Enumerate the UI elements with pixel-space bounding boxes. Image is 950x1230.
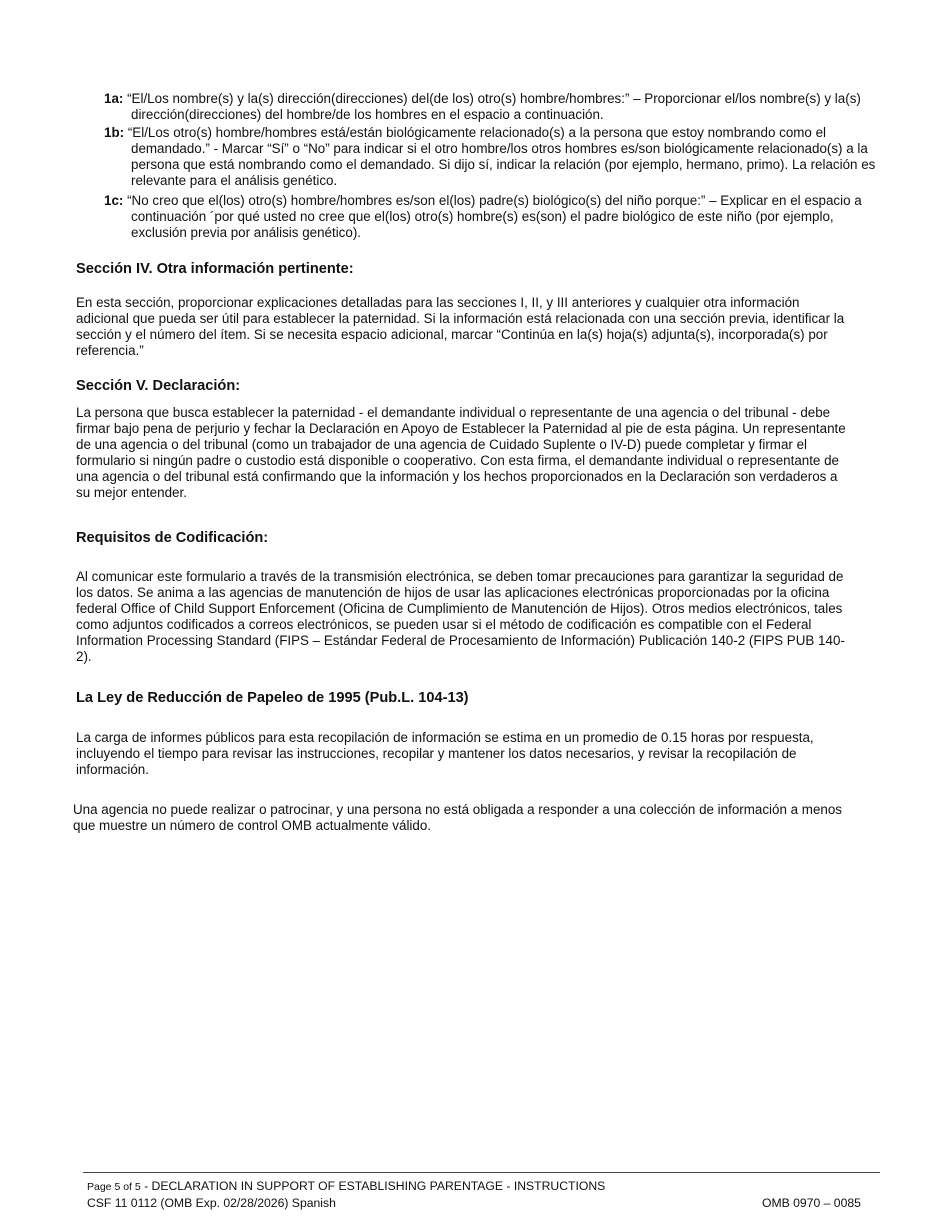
instruction-item-1a: [104, 91, 891, 123]
item-label: 1b:: [104, 125, 125, 140]
section-5-body: La persona que busca establecer la paternidad - el demandante individual o representante de una agencia o del tribunal - debe firmar bajo pena de perjurio y fechar la Declaración en Apoyo de Establecer la Paternidad al pie de esta página. Un representante de una agencia o del tribunal (como un trabajador de una agencia de Cuidado Suplente o IV-D) puede completar y firmar el formulario si ningún padre o custodio está disponible o cooperativo. Con esta firma, el demandante individual o representante de una agencia o del tribunal está confirmando que la información y los hechos proporcionados en la Declaración son verdaderos a su mejor entender.: [76, 405, 846, 500]
item-text: “No creo que el(los) otro(s) hombre/hombres es/son el(los) padre(s) biológico(s) del niño porque:” – Explicar en el espacio a continuación ´por qué usted no cree que el(los) otro(s) hombre(s) es(son) el padre biológico de este niño (por ejemplo, exclusión previa por análisis genético).: [127, 193, 862, 240]
encoding-body: Al comunicar este formulario a través de la transmisión electrónica, se deben tomar precauciones para garantizar la seguridad de los datos. Se anima a las agencias de manutención de hijos de usar las aplicaciones electrónicas proporcionadas por la oficina federal Office of Child Support Enforcement (Oficina de Cumplimiento de Manutención de Hijos). Otros medios electrónicos, tales como adjuntos codificados a correos electrónicos, se pueden usar si el método de codificación es compatible con el Federal Information Processing Standard (FIPS – Estándar Federal de Procesamiento de Información) Publicación 140-2 (FIPS PUB 140-2).: [76, 569, 845, 664]
paperwork-heading: La Ley de Reducción de Papeleo de 1995 (Pub.L. 104-13): [76, 690, 469, 706]
footer-title-line: [87, 1178, 605, 1195]
item-label: 1c:: [104, 193, 124, 208]
document-title: - DECLARATION IN SUPPORT OF ESTABLISHING PARENTAGE - INSTRUCTIONS: [140, 1179, 606, 1193]
instruction-item-1b: [104, 125, 891, 189]
footer-left: [87, 1178, 605, 1211]
page-number: Page 5 of 5: [87, 1181, 141, 1193]
paperwork-body-1: La carga de informes públicos para esta recopilación de información se estima en un promedio de 0.15 horas por respuesta, incluyendo el tiempo para revisar las instrucciones, recopilar y mantener los datos necesarios, y revisar la recopilación de información.: [76, 730, 814, 777]
omb-number: OMB 0970 – 0085: [762, 1196, 861, 1210]
section-4-heading: Sección IV. Otra información pertinente:: [76, 261, 354, 277]
section-5-heading: Sección V. Declaración:: [76, 378, 241, 394]
form-id: CSF 11 0112 (OMB Exp. 02/28/2026) Spanish: [87, 1196, 336, 1210]
encoding-heading: Requisitos de Codificación:: [76, 530, 269, 546]
item-text: “El/Los otro(s) hombre/hombres está/están biológicamente relacionado(s) a la persona que estoy nombrando como el demandado.” - Marcar “Sí” o “No” para indicar si el otro hombre/los otros hombres es/son biológicamente relacionado(s) a la persona que está nombrando como el demandado. Si dijo sí, indicar la relación (por ejemplo, hermano, primo). La relación es relevante para el análisis genético.: [127, 125, 876, 188]
paperwork-body-2: Una agencia no puede realizar o patrocinar, y una persona no está obligada a responder a una colección de información a menos que muestre un número de control OMB actualmente válido.: [73, 802, 842, 833]
item-label: 1a:: [104, 91, 124, 106]
instruction-item-1c: [104, 193, 891, 241]
footer-divider: [83, 1172, 880, 1173]
section-4-body: En esta sección, proporcionar explicaciones detalladas para las secciones I, II, y III anteriores y cualquier otra información adicional que pueda ser útil para establecer la paternidad. Si la información está relacionada con una sección previa, identificar la sección y el número del ítem. Si se necesita espacio adicional, marcar “Continúa en la(s) hoja(s) adjunta(s), incorporada(s) por referencia.”: [76, 295, 845, 358]
item-text: “El/Los nombre(s) y la(s) dirección(direcciones) del(de los) otro(s) hombre/hombres:” – Proporcionar el/los nombre(s) y la(s) dirección(direcciones) del hombre/de los hombres en el espacio a continuación.: [127, 91, 861, 122]
